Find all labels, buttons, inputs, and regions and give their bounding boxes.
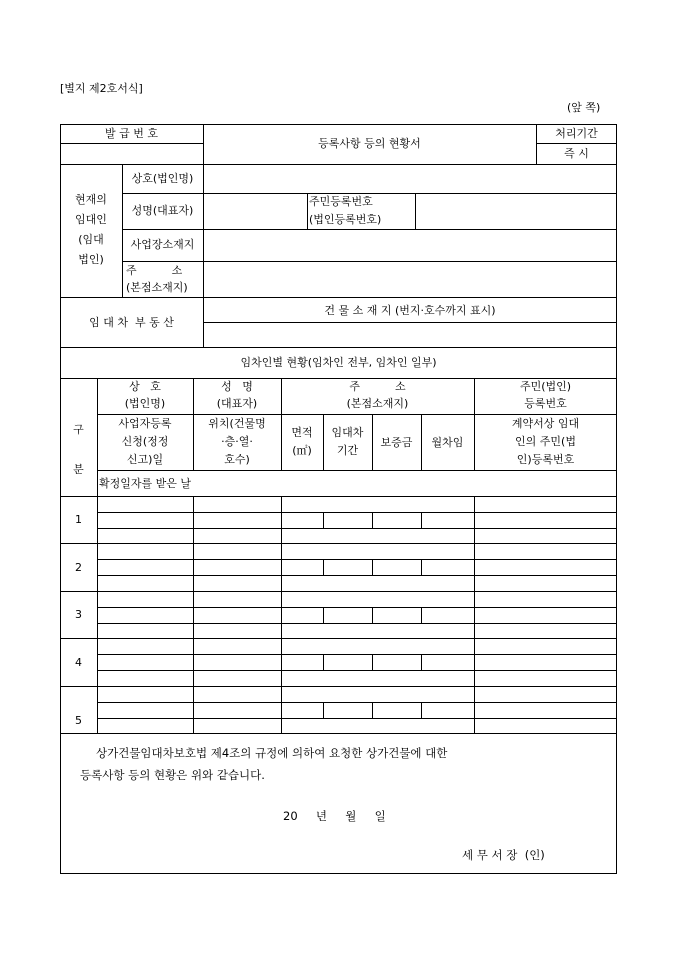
address-label: 주 소 (본점소재지): [126, 264, 188, 294]
business-location-label: 사업장소재지: [130, 238, 195, 251]
lessor-section-label: 현재의 임대인 (임대 법인): [75, 193, 107, 266]
processing-period-label: 처리기간: [555, 127, 598, 140]
col-business-registration-date: 사업자등록 신청(정정 신고)일: [118, 417, 172, 466]
issue-number-label: 발 급 번 호: [105, 127, 158, 140]
tenant-status-title: 임차인별 현황(임차인 전부, 임차인 일부): [240, 356, 437, 369]
col-address: 주 소 (본점소재지): [346, 380, 409, 410]
building-location-header: 건 물 소 재 지 (번지·호수까지 표시): [324, 304, 496, 317]
col-contract-registration-number: 계약서상 임대 인의 주민(법 인)등록번호: [511, 417, 580, 466]
col-trade-name: 상 호 (법인명): [124, 380, 166, 410]
col-lease-period: 임대차 기간: [331, 426, 364, 457]
signature: 세 무 서 장 (인): [462, 848, 545, 862]
statement-line-1: 상가건물임대차보호법 제4조의 규정에 의하여 요청한 상가건물에 대한: [96, 746, 448, 760]
col-location: 위치(건물명 ·층·열· 호수): [208, 417, 266, 466]
page-side: (앞 쪽): [567, 101, 601, 114]
row-number: 3: [75, 608, 82, 621]
col-area: 면적 (㎡): [291, 426, 313, 457]
statement-line-2: 등록사항 등의 현황은 위와 같습니다.: [80, 768, 265, 782]
row-number: 1: [75, 513, 82, 526]
gubun-label: 구 분: [73, 423, 84, 476]
row-number: 2: [75, 561, 82, 574]
row-number: 5: [75, 714, 82, 727]
trade-name-label: 상호(법인명): [131, 172, 194, 185]
date-line: 20 년 월 일: [283, 809, 386, 823]
resident-number-label: 주민등록번호 (법인등록번호): [309, 195, 382, 226]
col-deposit: 보증금: [380, 436, 413, 449]
col-monthly-rent: 월차임: [431, 436, 464, 449]
leased-property-label: 임 대 차 부 동 산: [89, 316, 174, 329]
form-title: 등록사항 등의 현황서: [318, 137, 421, 150]
row-number: 4: [75, 656, 82, 669]
processing-period-value: 즉 시: [564, 147, 589, 160]
col-name: 성 명 (대표자): [216, 380, 258, 410]
form-id: [별지 제2호서식]: [60, 82, 143, 95]
representative-name-label: 성명(대표자): [131, 204, 194, 217]
fixed-date-label: 확정일자를 받은 날: [99, 477, 192, 490]
col-registration-number: 주민(법인) 등록번호: [519, 380, 572, 410]
